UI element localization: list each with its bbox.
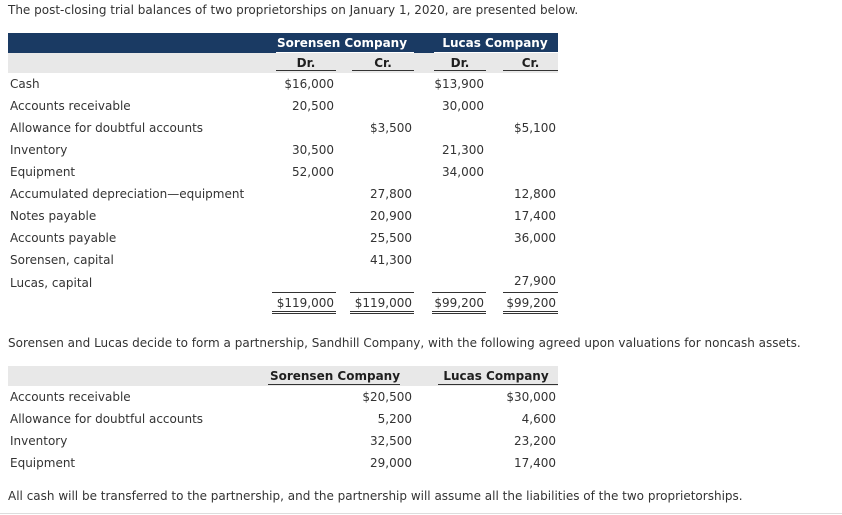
row-label: Accumulated depreciation—equipment bbox=[10, 187, 245, 201]
row-label: Sorensen, capital bbox=[10, 253, 114, 267]
row-label: Accounts payable bbox=[10, 231, 117, 245]
row-label: Inventory bbox=[10, 143, 68, 157]
sorensen-cr-total-rule bbox=[350, 292, 414, 293]
sorensen-cr-cell: 25,500 bbox=[370, 231, 412, 245]
valuation-lucas-cell: 23,200 bbox=[514, 434, 556, 448]
lucas-cr-cell: 17,400 bbox=[514, 209, 556, 223]
lucas-dr-header: Dr. bbox=[450, 56, 470, 70]
lucas-cr-cell: $5,100 bbox=[514, 121, 556, 135]
valuation-sorensen-cell: 5,200 bbox=[377, 412, 412, 426]
lucas-dr-cell: 30,000 bbox=[442, 99, 484, 113]
lucas-dr-cell: $13,900 bbox=[434, 77, 484, 91]
sorensen-company-heading: Sorensen Company bbox=[276, 36, 408, 50]
sorensen-cr-cell: 41,300 bbox=[370, 253, 412, 267]
row-label: Allowance for doubtful accounts bbox=[10, 121, 204, 135]
intro-text: The post-closing trial balances of two proprietorships on January 1, 2020, are presented below. bbox=[8, 3, 579, 17]
lucas-dr-total: $99,200 bbox=[434, 296, 484, 310]
lucas-dr-double-rule bbox=[432, 311, 486, 314]
lucas-cr-double-rule bbox=[503, 311, 558, 314]
sorensen-cr-header: Cr. bbox=[374, 56, 392, 70]
sorensen-cr-cell: $3,500 bbox=[370, 121, 412, 135]
row-label: Equipment bbox=[10, 165, 76, 179]
sorensen-dr-header: Dr. bbox=[296, 56, 316, 70]
valuation-sorensen-cell: 29,000 bbox=[370, 456, 412, 470]
sorensen-cr-cell: 27,800 bbox=[370, 187, 412, 201]
lucas-dr-cell: 34,000 bbox=[442, 165, 484, 179]
sorensen-dr-total-rule bbox=[272, 292, 336, 293]
valuation-row-label: Equipment bbox=[10, 456, 76, 470]
valuation-row-label: Inventory bbox=[10, 434, 68, 448]
valuation-sorensen-rule bbox=[268, 384, 400, 385]
row-label: Cash bbox=[10, 77, 40, 91]
sorensen-dr-cell: 30,500 bbox=[292, 143, 334, 157]
valuation-sorensen-cell: 32,500 bbox=[370, 434, 412, 448]
sorensen-dr-rule bbox=[276, 70, 336, 71]
lucas-company-heading: Lucas Company bbox=[442, 36, 548, 50]
lucas-dr-rule bbox=[434, 70, 486, 71]
outro-text: All cash will be transferred to the partnership, and the partnership will assume all the liabilities of the two proprietorships. bbox=[8, 489, 743, 503]
middle-text: Sorensen and Lucas decide to form a partnership, Sandhill Company, with the following agreed upon valuations for noncash assets. bbox=[8, 336, 801, 350]
lucas-cr-cell: 12,800 bbox=[514, 187, 556, 201]
lucas-dr-total-rule bbox=[432, 292, 486, 293]
lucas-cr-total: $99,200 bbox=[506, 296, 556, 310]
valuation-lucas-rule bbox=[438, 384, 558, 385]
sorensen-dr-cell: 20,500 bbox=[292, 99, 334, 113]
lucas-cr-rule bbox=[503, 70, 558, 71]
row-label: Lucas, capital bbox=[10, 276, 93, 290]
valuation-sorensen-heading: Sorensen Company bbox=[269, 369, 401, 383]
valuation-lucas-cell: $30,000 bbox=[506, 390, 556, 404]
sorensen-heading-rule bbox=[276, 52, 414, 53]
valuation-lucas-heading: Lucas Company bbox=[443, 369, 549, 383]
valuation-lucas-cell: 17,400 bbox=[514, 456, 556, 470]
sorensen-cr-double-rule bbox=[350, 311, 414, 314]
sorensen-dr-total: $119,000 bbox=[276, 296, 334, 310]
lucas-cr-cell: 27,900 bbox=[514, 274, 556, 288]
row-label: Notes payable bbox=[10, 209, 97, 223]
lucas-heading-rule bbox=[434, 52, 558, 53]
lucas-dr-cell: 21,300 bbox=[442, 143, 484, 157]
valuation-row-label: Allowance for doubtful accounts bbox=[10, 412, 204, 426]
row-label: Accounts receivable bbox=[10, 99, 131, 113]
sorensen-dr-cell: 52,000 bbox=[292, 165, 334, 179]
lucas-cr-header: Cr. bbox=[521, 56, 540, 70]
sorensen-cr-total: $119,000 bbox=[354, 296, 412, 310]
sorensen-cr-rule bbox=[352, 70, 414, 71]
valuation-lucas-cell: 4,600 bbox=[521, 412, 556, 426]
lucas-cr-cell: 36,000 bbox=[514, 231, 556, 245]
valuation-sorensen-cell: $20,500 bbox=[362, 390, 412, 404]
sorensen-cr-cell: 20,900 bbox=[370, 209, 412, 223]
sorensen-dr-double-rule bbox=[272, 311, 336, 314]
bottom-divider bbox=[0, 513, 842, 514]
sorensen-dr-cell: $16,000 bbox=[284, 77, 334, 91]
lucas-cr-total-rule bbox=[503, 292, 558, 293]
valuation-row-label: Accounts receivable bbox=[10, 390, 131, 404]
